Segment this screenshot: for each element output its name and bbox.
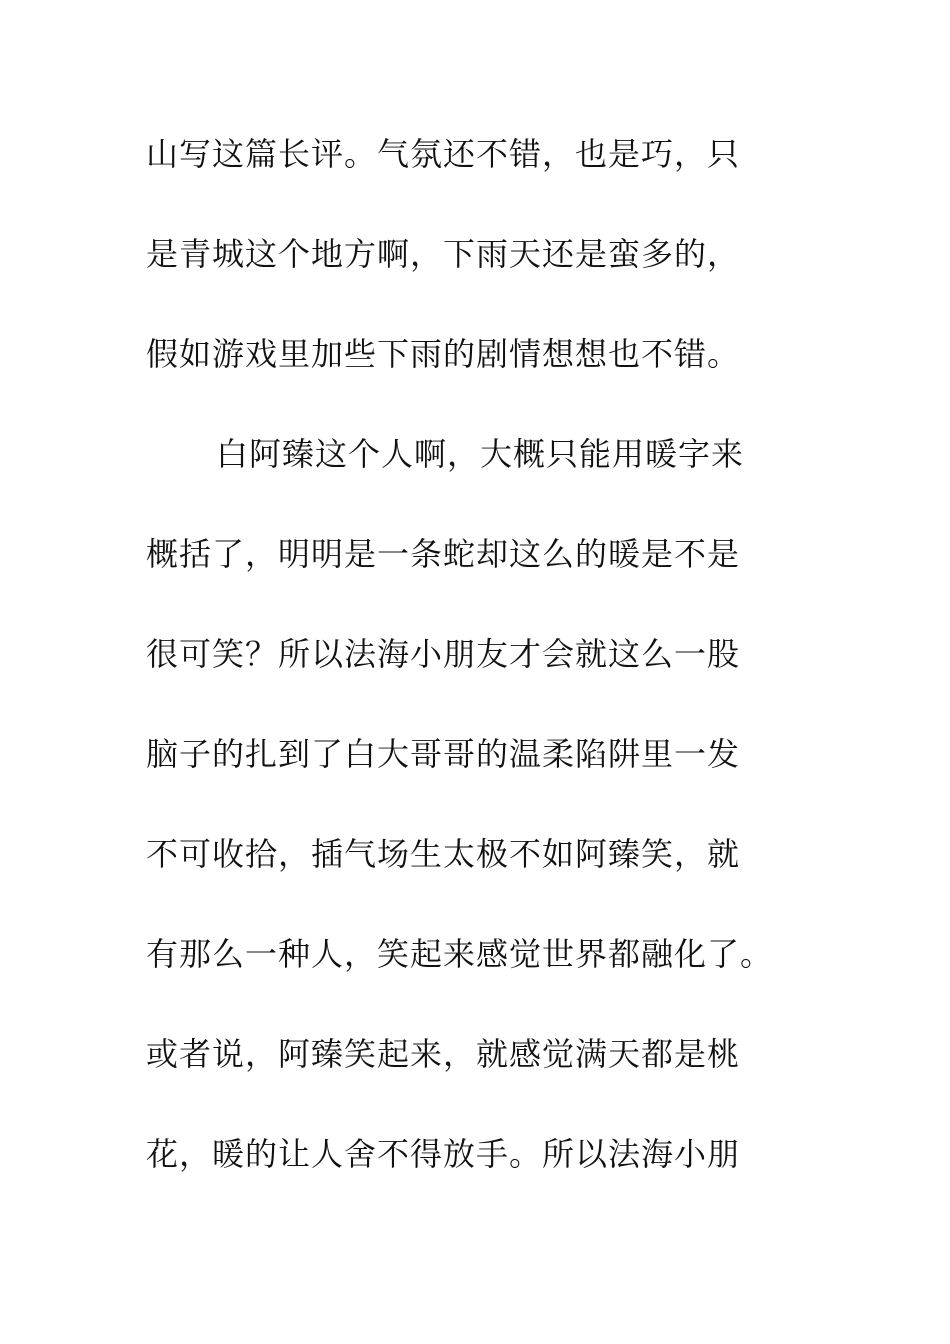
paragraph-start-line: 白阿臻这个人啊，大概只能用暖字来	[216, 435, 745, 473]
text-line-5: 概括了，明明是一条蛇却这么的暖是不是	[146, 535, 741, 573]
text-line-9: 有那么一种人，笑起来感觉世界都融化了。	[146, 935, 774, 973]
text-line-10: 或者说，阿臻笑起来，就感觉满天都是桃	[146, 1035, 741, 1073]
text-line-2: 是青城这个地方啊，下雨天还是蛮多的，	[146, 235, 741, 273]
text-line-6: 很可笑？所以法海小朋友才会就这么一股	[146, 635, 741, 673]
text-line-11: 花，暖的让人舍不得放手。所以法海小朋	[146, 1135, 741, 1173]
text-line-1: 山写这篇长评。气氛还不错，也是巧，只	[146, 135, 741, 173]
text-line-8: 不可收拾，插气场生太极不如阿臻笑，就	[146, 835, 741, 873]
body-text	[146, 126, 826, 1226]
text-line-3: 假如游戏里加些下雨的剧情想想也不错。	[146, 335, 741, 373]
text-line-7: 脑子的扎到了白大哥哥的温柔陷阱里一发	[146, 735, 741, 773]
